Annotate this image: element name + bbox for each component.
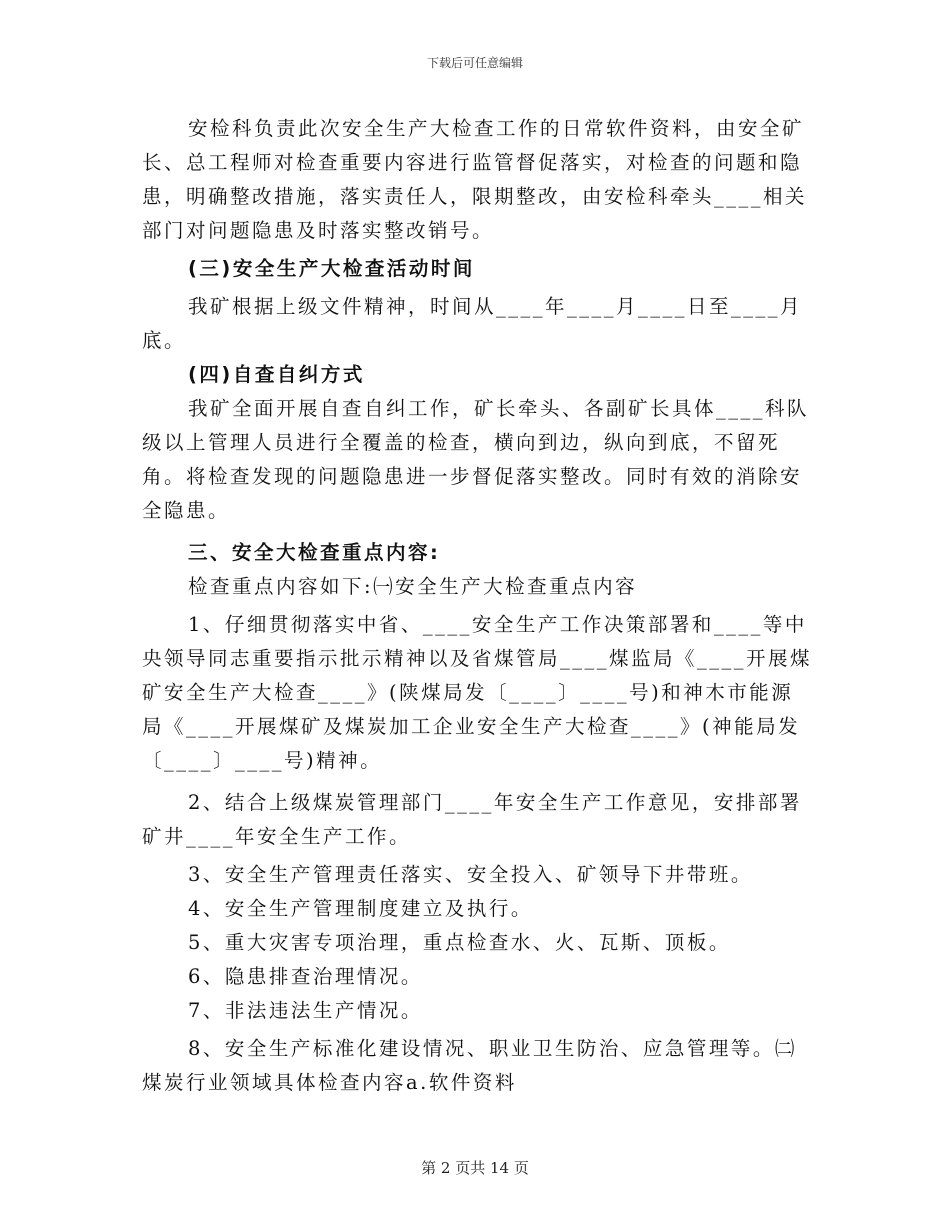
- list-item: 6、隐患排查治理情况。: [188, 965, 423, 988]
- paragraph: 安检科负责此次安全生产大检查工作的日常软件资料，由安全矿长、总工程师对检查重要内容进行监管督促落实，对检查的问题和隐患，明确整改措施，落实责任人，限期整改，由安检科牵头____相关部门对问题隐患及时落实整改销号。: [142, 117, 808, 242]
- list-item: 4、安全生产管理制度建立及执行。: [188, 897, 533, 920]
- section-heading: (四)自查自纠方式: [188, 363, 365, 386]
- list-item: 8、安全生产标准化建设情况、职业卫生防治、应急管理等。㈡煤炭行业领域具体检查内容a.软件资料: [142, 1037, 797, 1094]
- page-header: 下载后可任意编辑: [426, 56, 523, 70]
- page-footer: 第 2 页共 14 页: [421, 1159, 529, 1177]
- paragraph: 我矿根据上级文件精神，时间从____年____月____日至____月底。: [142, 295, 803, 352]
- paragraph: 我矿全面开展自查自纠工作，矿长牵头、各副矿长具体____科队级以上管理人员进行全覆盖的检查，横向到边，纵向到底，不留死角。将检查发现的问题隐患进一步督促落实整改。同时有效的消除安全隐患。: [142, 397, 810, 522]
- list-item: 1、仔细贯彻落实中省、____安全生产工作决策部署和____等中央领导同志重要指示批示精神以及省煤管局____煤监局《____开展煤矿安全生产大检查____》(陕煤局发〔____〕____号)和神木市能源局《____开展煤矿及煤炭加工企业安全生产大检查____》(神能局发〔____〕____号)精神。: [142, 613, 813, 772]
- list-item: 2、结合上级煤炭管理部门____年安全生产工作意见，安排部署矿井____年安全生产工作。: [142, 791, 802, 848]
- document-body: [142, 112, 814, 1100]
- list-item: 7、非法违法生产情况。: [188, 999, 423, 1022]
- section-heading: (三)安全生产大检查活动时间: [188, 257, 475, 280]
- list-item: 5、重大灾害专项治理，重点检查水、火、瓦斯、顶板。: [188, 931, 731, 954]
- paragraph: 检查重点内容如下:㈠安全生产大检查重点内容: [188, 575, 638, 598]
- list-item: 3、安全生产管理责任落实、安全投入、矿领导下井带班。: [188, 863, 753, 886]
- section-heading: 三、安全大检查重点内容:: [188, 541, 441, 564]
